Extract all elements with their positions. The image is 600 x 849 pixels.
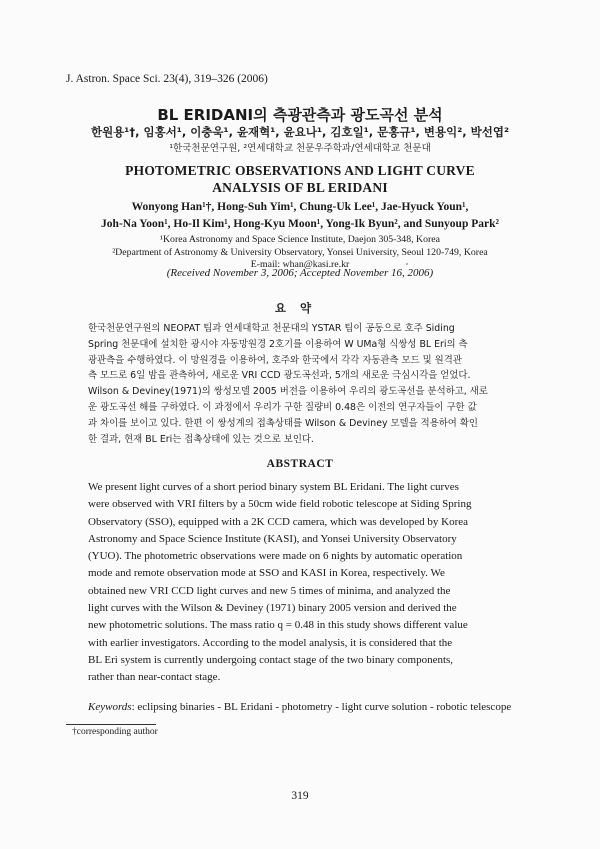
abstract-line: Wilson & Deviney(1971)의 쌍성모델 2005 버전을 이용하여 우리의 광도곡선을 분석하고, 새로: [88, 386, 488, 398]
abstract-line: 과 차이를 보이고 있다. 한편 이 쌍성계의 접촉상태를 Wilson & Deviney 모델을 적용하여 확인: [88, 417, 478, 429]
korean-title: BL ERIDANI의 측광관측과 광도곡선 분석: [157, 106, 443, 124]
english-abstract-heading: ABSTRACT: [266, 458, 334, 470]
english-abstract: [88, 479, 528, 687]
footnote: †corresponding author: [72, 727, 158, 737]
email-line: E-mail: whan@kasi.re.kr: [250, 259, 350, 270]
abstract-line: mode and remote observation mode at SSO and KASI in Korea, respectively. We: [88, 567, 445, 580]
korean-authors: 한원용¹†, 임홍서¹, 이충욱¹, 윤재혁¹, 윤요나¹, 김호일¹, 문홍규¹, 변용익², 박선엽²: [90, 125, 509, 139]
abstract-line: with earlier investigators. According to the model analysis, it is considered that the: [88, 636, 453, 649]
abstract-line: BL Eri system is currently undergoing contact stage of the two binary components,: [88, 653, 454, 666]
english-authors-line: Wonyong Han¹†, Hong-Suh Yim¹, Chung-Uk Lee¹, Jae-Hyuck Youn¹,: [131, 201, 469, 213]
affiliation-line: ¹Korea Astronomy and Space Science Institute, Daejon 305-348, Korea: [160, 234, 440, 245]
keywords-line: [88, 701, 511, 713]
english-title: [0, 162, 600, 196]
abstract-line: Observatory (SSO), equipped with a 2K CCD camera, which was developed by Korea: [88, 515, 469, 528]
abstract-line: were observed with VRI filters by a 50cm wide field robotic telescope at Siding Spring: [88, 498, 472, 511]
abstract-line: light curves with the Wilson & Deviney (1971) binary 2005 version and derived the: [88, 602, 457, 615]
journal-reference: J. Astron. Space Sci. 23(4), 319–326 (2006): [66, 73, 268, 85]
keywords-text: : eclipsing binaries - BL Eridani - photometry - light curve solution - robotic telescope: [131, 701, 512, 713]
english-affiliations: [0, 234, 600, 272]
abstract-line: 한 결과, 현재 BL Eri는 접촉상태에 있는 것으로 보인다.: [88, 433, 314, 445]
korean-abstract-heading: 요약: [274, 301, 326, 315]
abstract-line: 운 광도곡선 해를 구하였다. 이 과정에서 우리가 구한 질량비 0.48은 이전의 연구자들이 구한 값: [88, 401, 477, 413]
abstract-line: obtained new VRI CCD light curves and new 5 times of minima, and analyzed the: [88, 584, 451, 597]
korean-abstract: [88, 321, 512, 447]
abstract-line: Spring 천문대에 설치한 광시야 자동망원경 2호기를 이용하여 W UMa형 식쌍성 BL Eri의 측: [88, 338, 468, 350]
korean-affiliations: ¹한국천문연구원, ²연세대학교 천문우주학과/연세대학교 천문대: [169, 143, 431, 154]
affiliation-line: ²Department of Astronomy & University Observatory, Yonsei University, Seoul 120-749, Korea: [112, 246, 488, 258]
abstract-line: Astronomy and Space Science Institute (KASI), and Yonsei University Observatory: [88, 532, 457, 545]
english-title-line: ANALYSIS OF BL ERIDANI: [212, 180, 388, 195]
english-title-line: PHOTOMETRIC OBSERVATIONS AND LIGHT CURVE: [125, 163, 475, 178]
received-dates: (Received November 3, 2006; Accepted November 16, 2006): [166, 267, 434, 279]
abstract-line: 측 모드로 6일 밤을 관측하여, 새로운 VRI CCD 광도곡선과, 5개의 새로운 극심시각을 얻었다.: [88, 370, 471, 382]
abstract-line: 한국천문연구원의 NEOPAT 팀과 연세대학교 천문대의 YSTAR 팀이 공동으로 호주 Siding: [88, 323, 455, 334]
english-authors-line: Joh-Na Yoon¹, Ho-Il Kim¹, Hong-Kyu Moon¹, Yong-Ik Byun², and Sunyoup Park²: [101, 218, 499, 230]
english-authors: [0, 199, 600, 233]
page-number: 319: [291, 790, 309, 802]
keywords-label: Keywords: [88, 701, 132, 713]
abstract-line: We present light curves of a short period binary system BL Eridani. The light curves: [88, 481, 459, 493]
scan-speck: [406, 263, 408, 265]
footnote-rule: [66, 724, 156, 725]
abstract-line: 광관측을 수행하였다. 이 망원경을 이용하여, 호주와 한국에서 각각 자동관측 모드 및 원격관: [88, 354, 462, 366]
abstract-line: new photometric solutions. The mass ratio q = 0.48 in this study shows different value: [88, 619, 468, 632]
abstract-line: rather than near-contact stage.: [88, 671, 221, 684]
abstract-line: (YUO). The photometric observations were made on 6 nights by automatic operation: [88, 550, 463, 563]
